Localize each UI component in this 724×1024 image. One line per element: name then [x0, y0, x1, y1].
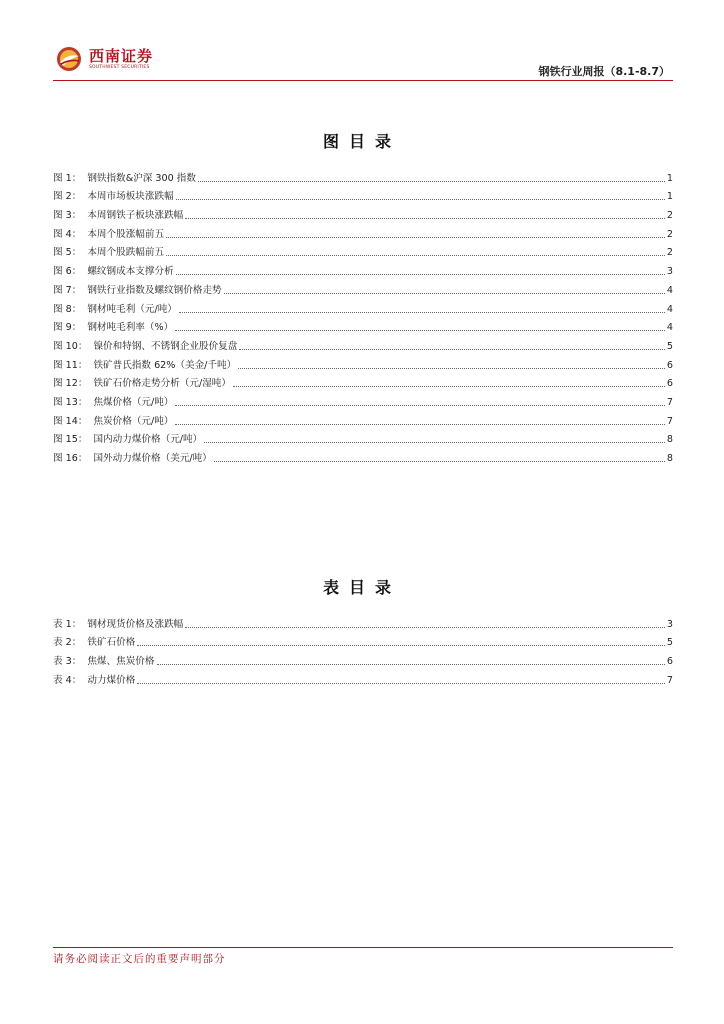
toc-entry-label	[53, 266, 174, 278]
logo-english-name: SOUTHWEST SECURITIES	[89, 65, 150, 70]
toc-entry-label	[53, 619, 183, 631]
tables-toc-list	[53, 612, 673, 687]
toc-entry[interactable]	[53, 259, 673, 278]
toc-entry[interactable]	[53, 203, 673, 222]
toc-entry-text: 镍价和特钢、不锈钢企业股价复盘	[93, 340, 238, 352]
footer-disclaimer: 请务必阅读正文后的重要声明部分	[53, 953, 226, 965]
toc-entry-page: 6	[666, 378, 673, 390]
toc-entry-page: 5	[666, 340, 673, 352]
toc-entry-text: 铁矿石价格走势分析（元/湿吨）	[93, 378, 231, 390]
header-divider	[53, 80, 673, 81]
toc-entry-number: 图 5：	[53, 247, 82, 259]
toc-entry-page: 7	[666, 396, 673, 408]
toc-entry-number: 表 3：	[53, 656, 82, 668]
toc-entry-label	[53, 434, 202, 446]
toc-leader-dots	[166, 237, 665, 238]
toc-entry[interactable]	[53, 649, 673, 668]
toc-entry-text: 钢材现货价格及涨跌幅	[87, 618, 184, 630]
toc-entry-page: 4	[666, 284, 673, 296]
toc-leader-dots	[166, 255, 665, 256]
toc-entry-label	[53, 453, 212, 465]
toc-entry-number: 表 4：	[53, 674, 82, 686]
toc-entry-page: 4	[666, 322, 673, 334]
toc-entry-number: 图 1：	[53, 172, 82, 184]
toc-entry-page: 3	[666, 266, 673, 278]
toc-entry-label	[53, 416, 173, 428]
toc-entry-page: 3	[666, 618, 673, 630]
toc-entry-text: 焦煤价格（元/吨）	[93, 396, 174, 408]
toc-entry-label	[53, 360, 236, 372]
toc-entry-number: 图 10：	[53, 340, 88, 352]
toc-leader-dots	[224, 293, 665, 294]
toc-entry-label	[53, 247, 164, 259]
toc-entry[interactable]	[53, 428, 673, 447]
toc-entry[interactable]	[53, 353, 673, 372]
toc-entry-label	[53, 285, 222, 297]
toc-entry-text: 钢铁指数&沪深 300 指数	[87, 172, 196, 184]
toc-leader-dots	[137, 645, 665, 646]
toc-entry-text: 钢材吨毛利（元/吨）	[87, 303, 177, 315]
toc-entry-text: 本周市场板块涨跌幅	[87, 191, 174, 203]
toc-entry[interactable]	[53, 612, 673, 631]
toc-leader-dots	[214, 461, 665, 462]
toc-leader-dots	[176, 274, 665, 275]
toc-entry-page: 2	[666, 210, 673, 222]
toc-entry-number: 表 2：	[53, 637, 82, 649]
toc-entry-number: 图 3：	[53, 210, 82, 222]
toc-entry[interactable]	[53, 166, 673, 185]
toc-entry-label	[53, 656, 155, 668]
toc-entry[interactable]	[53, 316, 673, 335]
toc-entry-page: 2	[666, 228, 673, 240]
toc-entry[interactable]	[53, 668, 673, 687]
toc-entry-label	[53, 397, 173, 409]
toc-entry-number: 表 1：	[53, 618, 82, 630]
toc-entry-label	[53, 173, 196, 185]
toc-entry-label	[53, 341, 237, 353]
toc-entry[interactable]	[53, 631, 673, 650]
toc-entry-number: 图 15：	[53, 434, 88, 446]
toc-entry-text: 国内动力煤价格（元/吨）	[93, 434, 203, 446]
tables-toc-title: 表目录	[322, 578, 401, 597]
company-logo	[55, 44, 165, 74]
toc-entry-page: 7	[666, 674, 673, 686]
toc-entry[interactable]	[53, 241, 673, 260]
toc-entry-label	[53, 378, 231, 390]
toc-leader-dots	[233, 386, 665, 387]
toc-leader-dots	[175, 424, 664, 425]
toc-entry-text: 钢材吨毛利率（%）	[87, 322, 174, 334]
toc-leader-dots	[239, 349, 665, 350]
toc-entry-number: 图 6：	[53, 266, 82, 278]
toc-entry[interactable]	[53, 185, 673, 204]
toc-entry-page: 6	[666, 656, 673, 668]
toc-entry-label	[53, 191, 174, 203]
toc-entry[interactable]	[53, 390, 673, 409]
toc-entry-text: 焦炭价格（元/吨）	[93, 415, 174, 427]
toc-entry[interactable]	[53, 278, 673, 297]
logo-emblem-icon	[55, 44, 85, 74]
toc-entry[interactable]	[53, 409, 673, 428]
toc-entry-label	[53, 229, 164, 241]
toc-entry-number: 图 13：	[53, 396, 88, 408]
toc-entry-text: 动力煤价格	[87, 674, 136, 686]
toc-entry-label	[53, 304, 177, 316]
toc-entry-page: 8	[666, 453, 673, 464]
toc-entry-page: 8	[666, 434, 673, 446]
toc-entry-number: 图 16：	[53, 453, 88, 464]
toc-entry-number: 图 8：	[53, 303, 82, 315]
toc-entry-text: 本周个股跌幅前五	[87, 247, 165, 259]
toc-entry-number: 图 14：	[53, 415, 88, 427]
toc-leader-dots	[185, 627, 665, 628]
toc-entry-number: 图 7：	[53, 284, 82, 296]
toc-leader-dots	[175, 405, 664, 406]
toc-entry-text: 本周个股涨幅前五	[87, 228, 165, 240]
toc-entry-label	[53, 637, 135, 649]
toc-leader-dots	[137, 683, 665, 684]
toc-entry-text: 铁矿石价格	[87, 637, 136, 649]
toc-entry-page: 7	[666, 415, 673, 427]
toc-entry-page: 2	[666, 247, 673, 259]
toc-leader-dots	[157, 664, 665, 665]
toc-entry-text: 焦煤、焦炭价格	[87, 656, 155, 668]
figures-toc-list	[53, 166, 673, 465]
figures-toc-title: 图目录	[322, 132, 401, 151]
toc-entry-number: 图 12：	[53, 378, 88, 390]
toc-entry-label	[53, 322, 173, 334]
toc-entry-label	[53, 210, 183, 222]
toc-entry-label	[53, 675, 135, 687]
toc-entry-page: 5	[666, 637, 673, 649]
page-header	[0, 0, 724, 82]
toc-entry-number: 图 2：	[53, 191, 82, 203]
toc-entry[interactable]	[53, 334, 673, 353]
logo-chinese-name: 西南证券	[89, 47, 154, 65]
toc-leader-dots	[179, 312, 665, 313]
report-title: 钢铁行业周报（8.1-8.7）	[538, 65, 670, 78]
toc-entry-page: 1	[666, 172, 673, 184]
toc-entry[interactable]	[53, 372, 673, 391]
toc-entry[interactable]	[53, 297, 673, 316]
toc-entry-number: 图 9：	[53, 322, 82, 334]
toc-entry-page: 4	[666, 303, 673, 315]
toc-entry-text: 国外动力煤价格（美元/吨）	[93, 453, 212, 464]
toc-entry-text: 螺纹钢成本支撑分析	[87, 266, 174, 278]
toc-leader-dots	[175, 330, 665, 331]
toc-entry-text: 本周钢铁子板块涨跌幅	[87, 210, 184, 222]
toc-leader-dots	[198, 181, 665, 182]
toc-entry[interactable]	[53, 222, 673, 241]
toc-entry-page: 6	[666, 359, 673, 371]
toc-leader-dots	[238, 368, 665, 369]
toc-leader-dots	[185, 218, 665, 219]
toc-entry-page: 1	[666, 191, 673, 203]
toc-entry-number: 图 4：	[53, 228, 82, 240]
toc-entry-text: 钢铁行业指数及螺纹钢价格走势	[87, 284, 222, 296]
toc-entry[interactable]	[53, 446, 673, 465]
footer-divider	[53, 947, 673, 948]
toc-entry-text: 铁矿普氏指数 62%（美金/千吨）	[93, 359, 237, 371]
toc-leader-dots	[176, 199, 665, 200]
toc-entry-number: 图 11：	[53, 359, 88, 371]
toc-leader-dots	[204, 442, 665, 443]
